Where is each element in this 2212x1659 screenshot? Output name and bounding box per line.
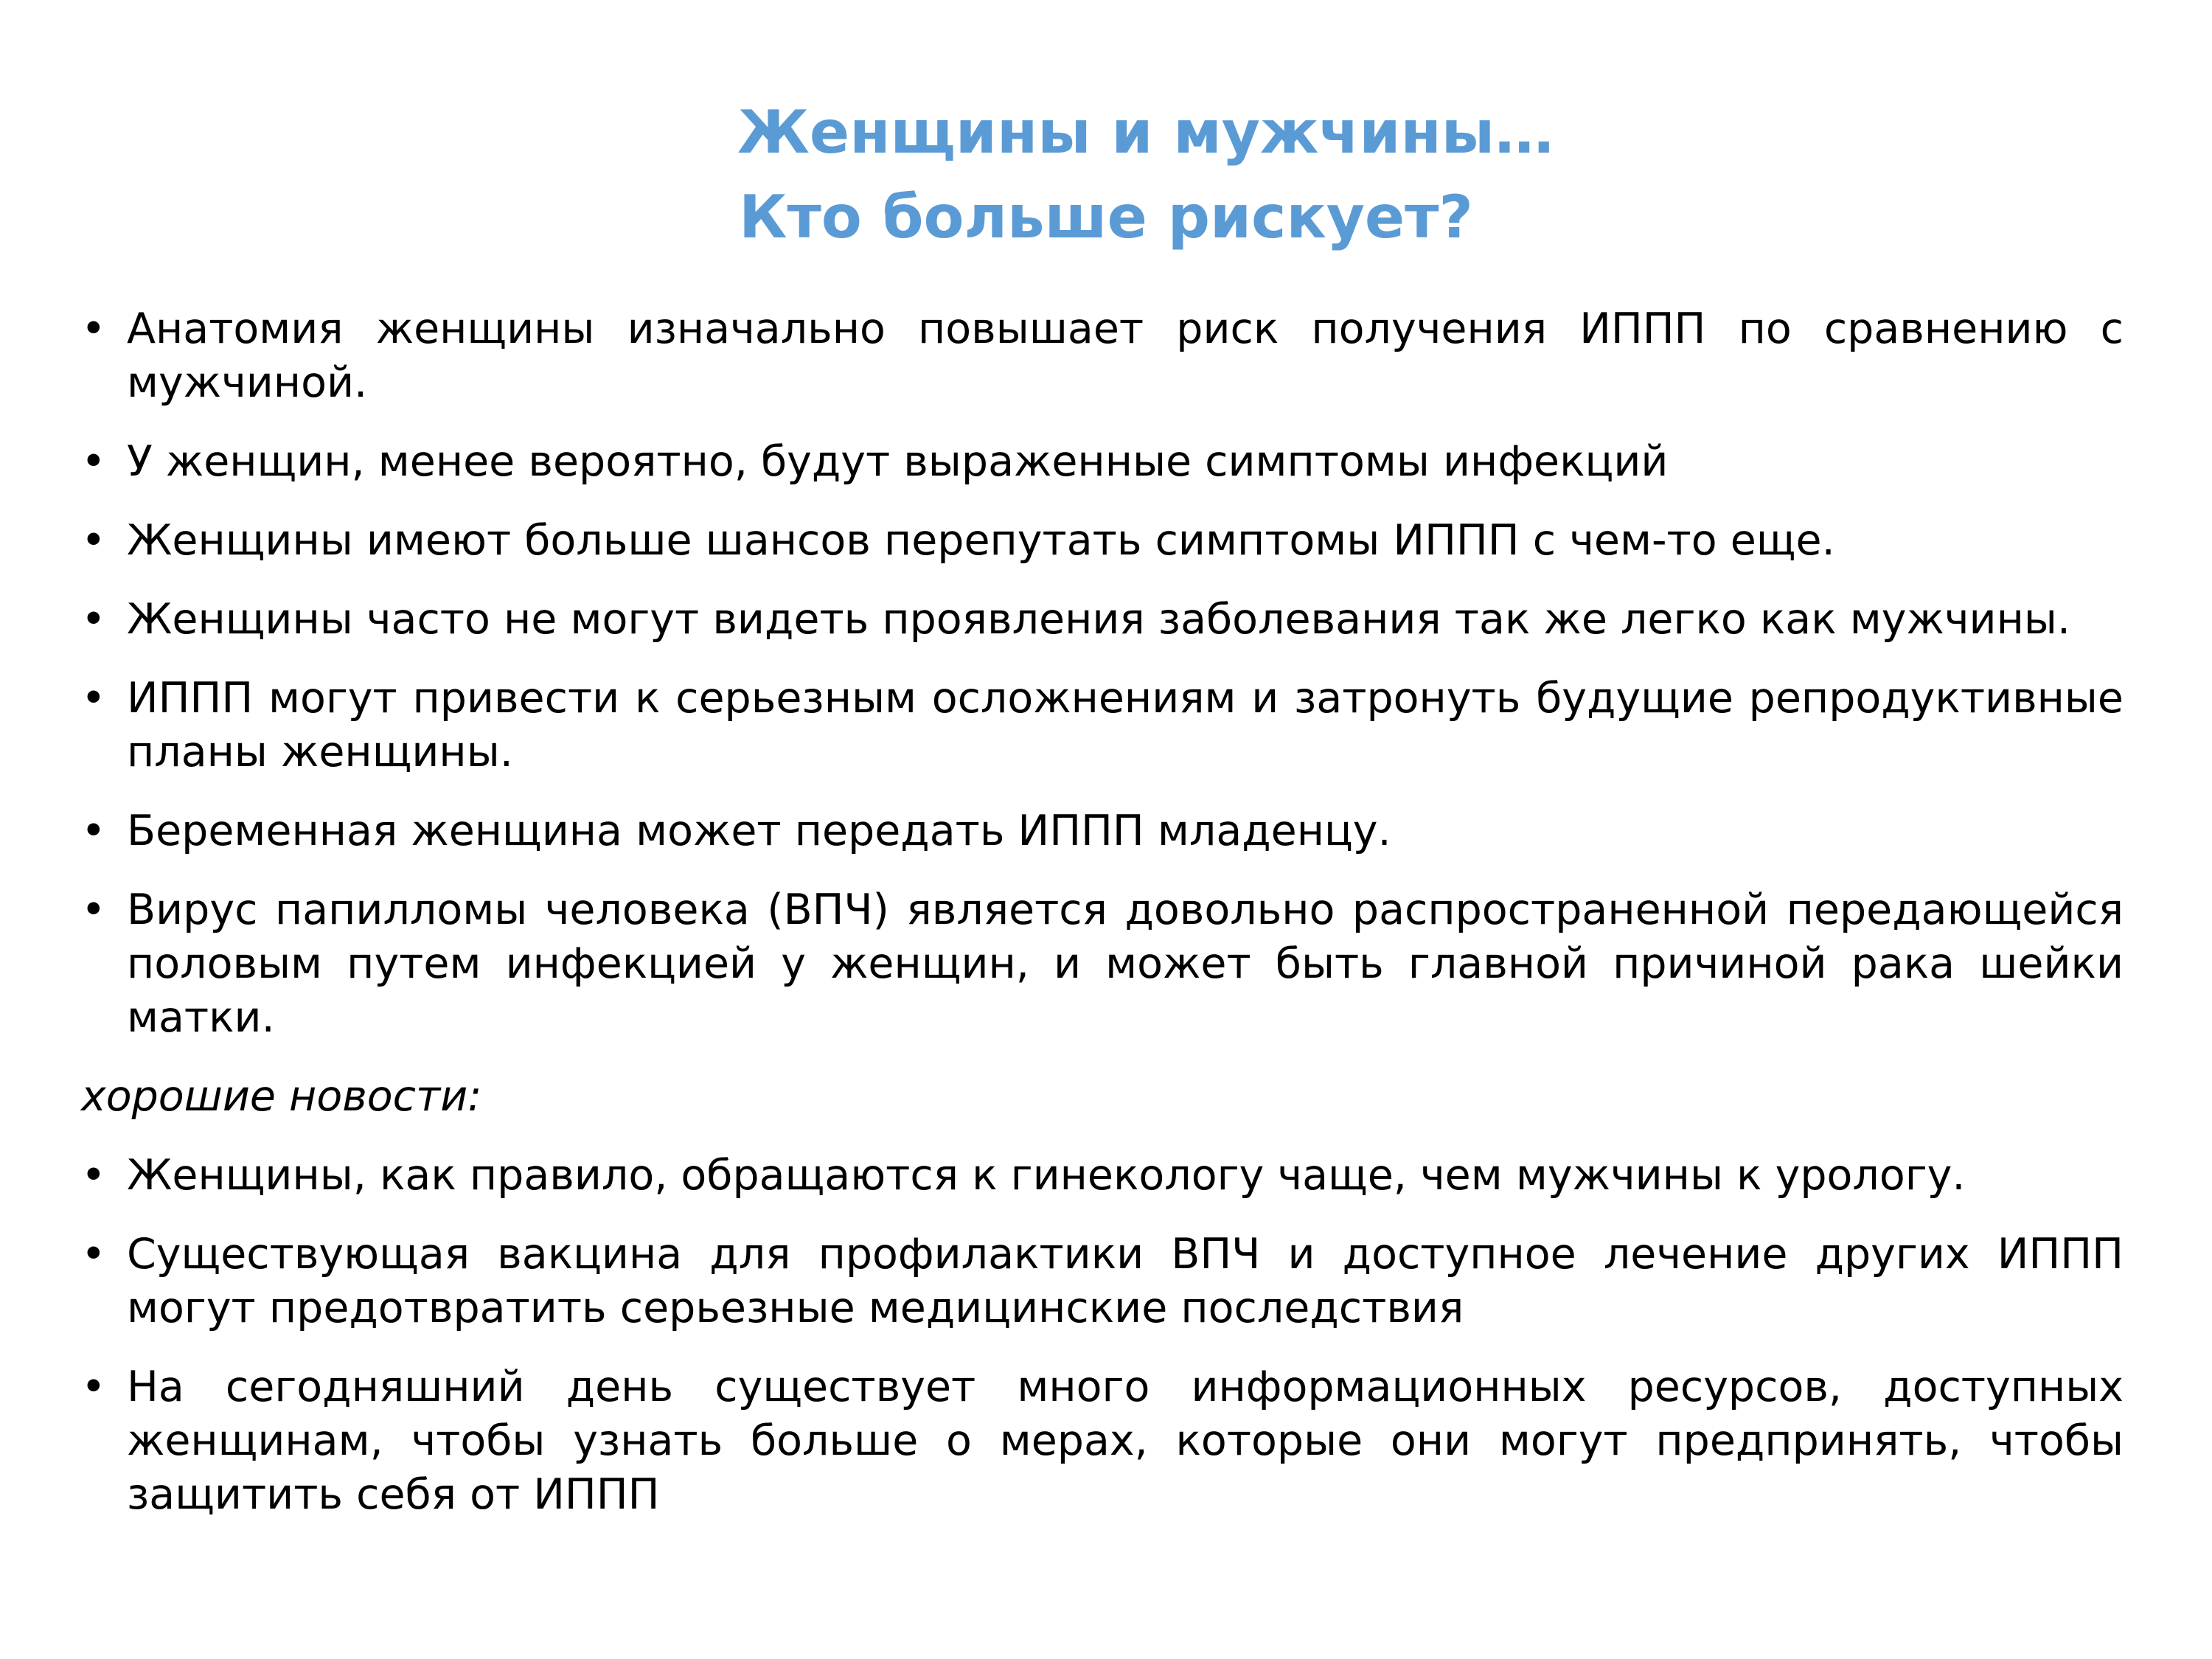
bullet-item <box>81 804 2124 858</box>
bullet-text: Женщины часто не могут видеть проявления заболевания так же легко как мужчины. <box>127 595 2070 644</box>
bullet-text: У женщин, менее вероятно, будут выраженные симптомы инфекций <box>127 437 1669 486</box>
bullet-item <box>81 672 2124 779</box>
title-line-1: Женщины и мужчины… <box>737 98 1554 167</box>
title-line-2: Кто больше рискует? <box>739 183 1473 251</box>
bullet-text: Анатомия женщины изначально повышает риск получения ИППП по сравнению с мужчиной. <box>127 305 2124 407</box>
good-news-item <box>81 1360 2124 1522</box>
good-news-label: хорошие новости: <box>81 1072 482 1121</box>
bullet-text: Беременная женщина может передать ИППП младенцу. <box>127 807 1391 855</box>
bullet-text: Вирус папилломы человека (ВПЧ) является довольно распространенной передающейся половым путем инфекцией у женщин, и может быть главной причиной рака шейки матки. <box>127 886 2124 1042</box>
bullet-item <box>81 435 2124 489</box>
good-news-item <box>81 1149 2124 1203</box>
bullet-icon: • <box>81 1230 106 1279</box>
bullet-text: На сегодняшний день существует много информационных ресурсов, доступных женщинам, чтобы узнать больше о мерах, которые они могут предпринять, чтобы защитить себя от ИППП <box>127 1363 2124 1519</box>
bullet-icon: • <box>81 1363 106 1411</box>
bullet-item <box>81 593 2124 647</box>
bullet-item <box>81 514 2124 568</box>
bullet-icon: • <box>81 674 106 723</box>
bullet-icon: • <box>81 516 106 565</box>
slide-title <box>737 98 1554 265</box>
bullet-item <box>81 302 2124 410</box>
bullet-text: Женщины имеют больше шансов перепутать симптомы ИППП с чем-то еще. <box>127 516 1835 565</box>
bullet-text: Существующая вакцина для профилактики ВПЧ и доступное лечение других ИППП могут предотвратить серьезные медицинские последствия <box>127 1230 2124 1332</box>
slide-body <box>81 302 2124 1547</box>
bullet-icon: • <box>81 807 106 855</box>
bullet-icon: • <box>81 595 106 644</box>
bullet-icon: • <box>81 305 106 353</box>
bullet-item <box>81 883 2124 1045</box>
bullet-icon: • <box>81 1151 106 1200</box>
bullet-icon: • <box>81 886 106 934</box>
bullet-text: Женщины, как правило, обращаются к гинекологу чаще, чем мужчины к урологу. <box>127 1151 1966 1200</box>
bullet-text: ИППП могут привести к серьезным осложнениям и затронуть будущие репродуктивные планы женщины. <box>127 674 2124 776</box>
bullet-icon: • <box>81 437 106 486</box>
good-news-item <box>81 1228 2124 1335</box>
